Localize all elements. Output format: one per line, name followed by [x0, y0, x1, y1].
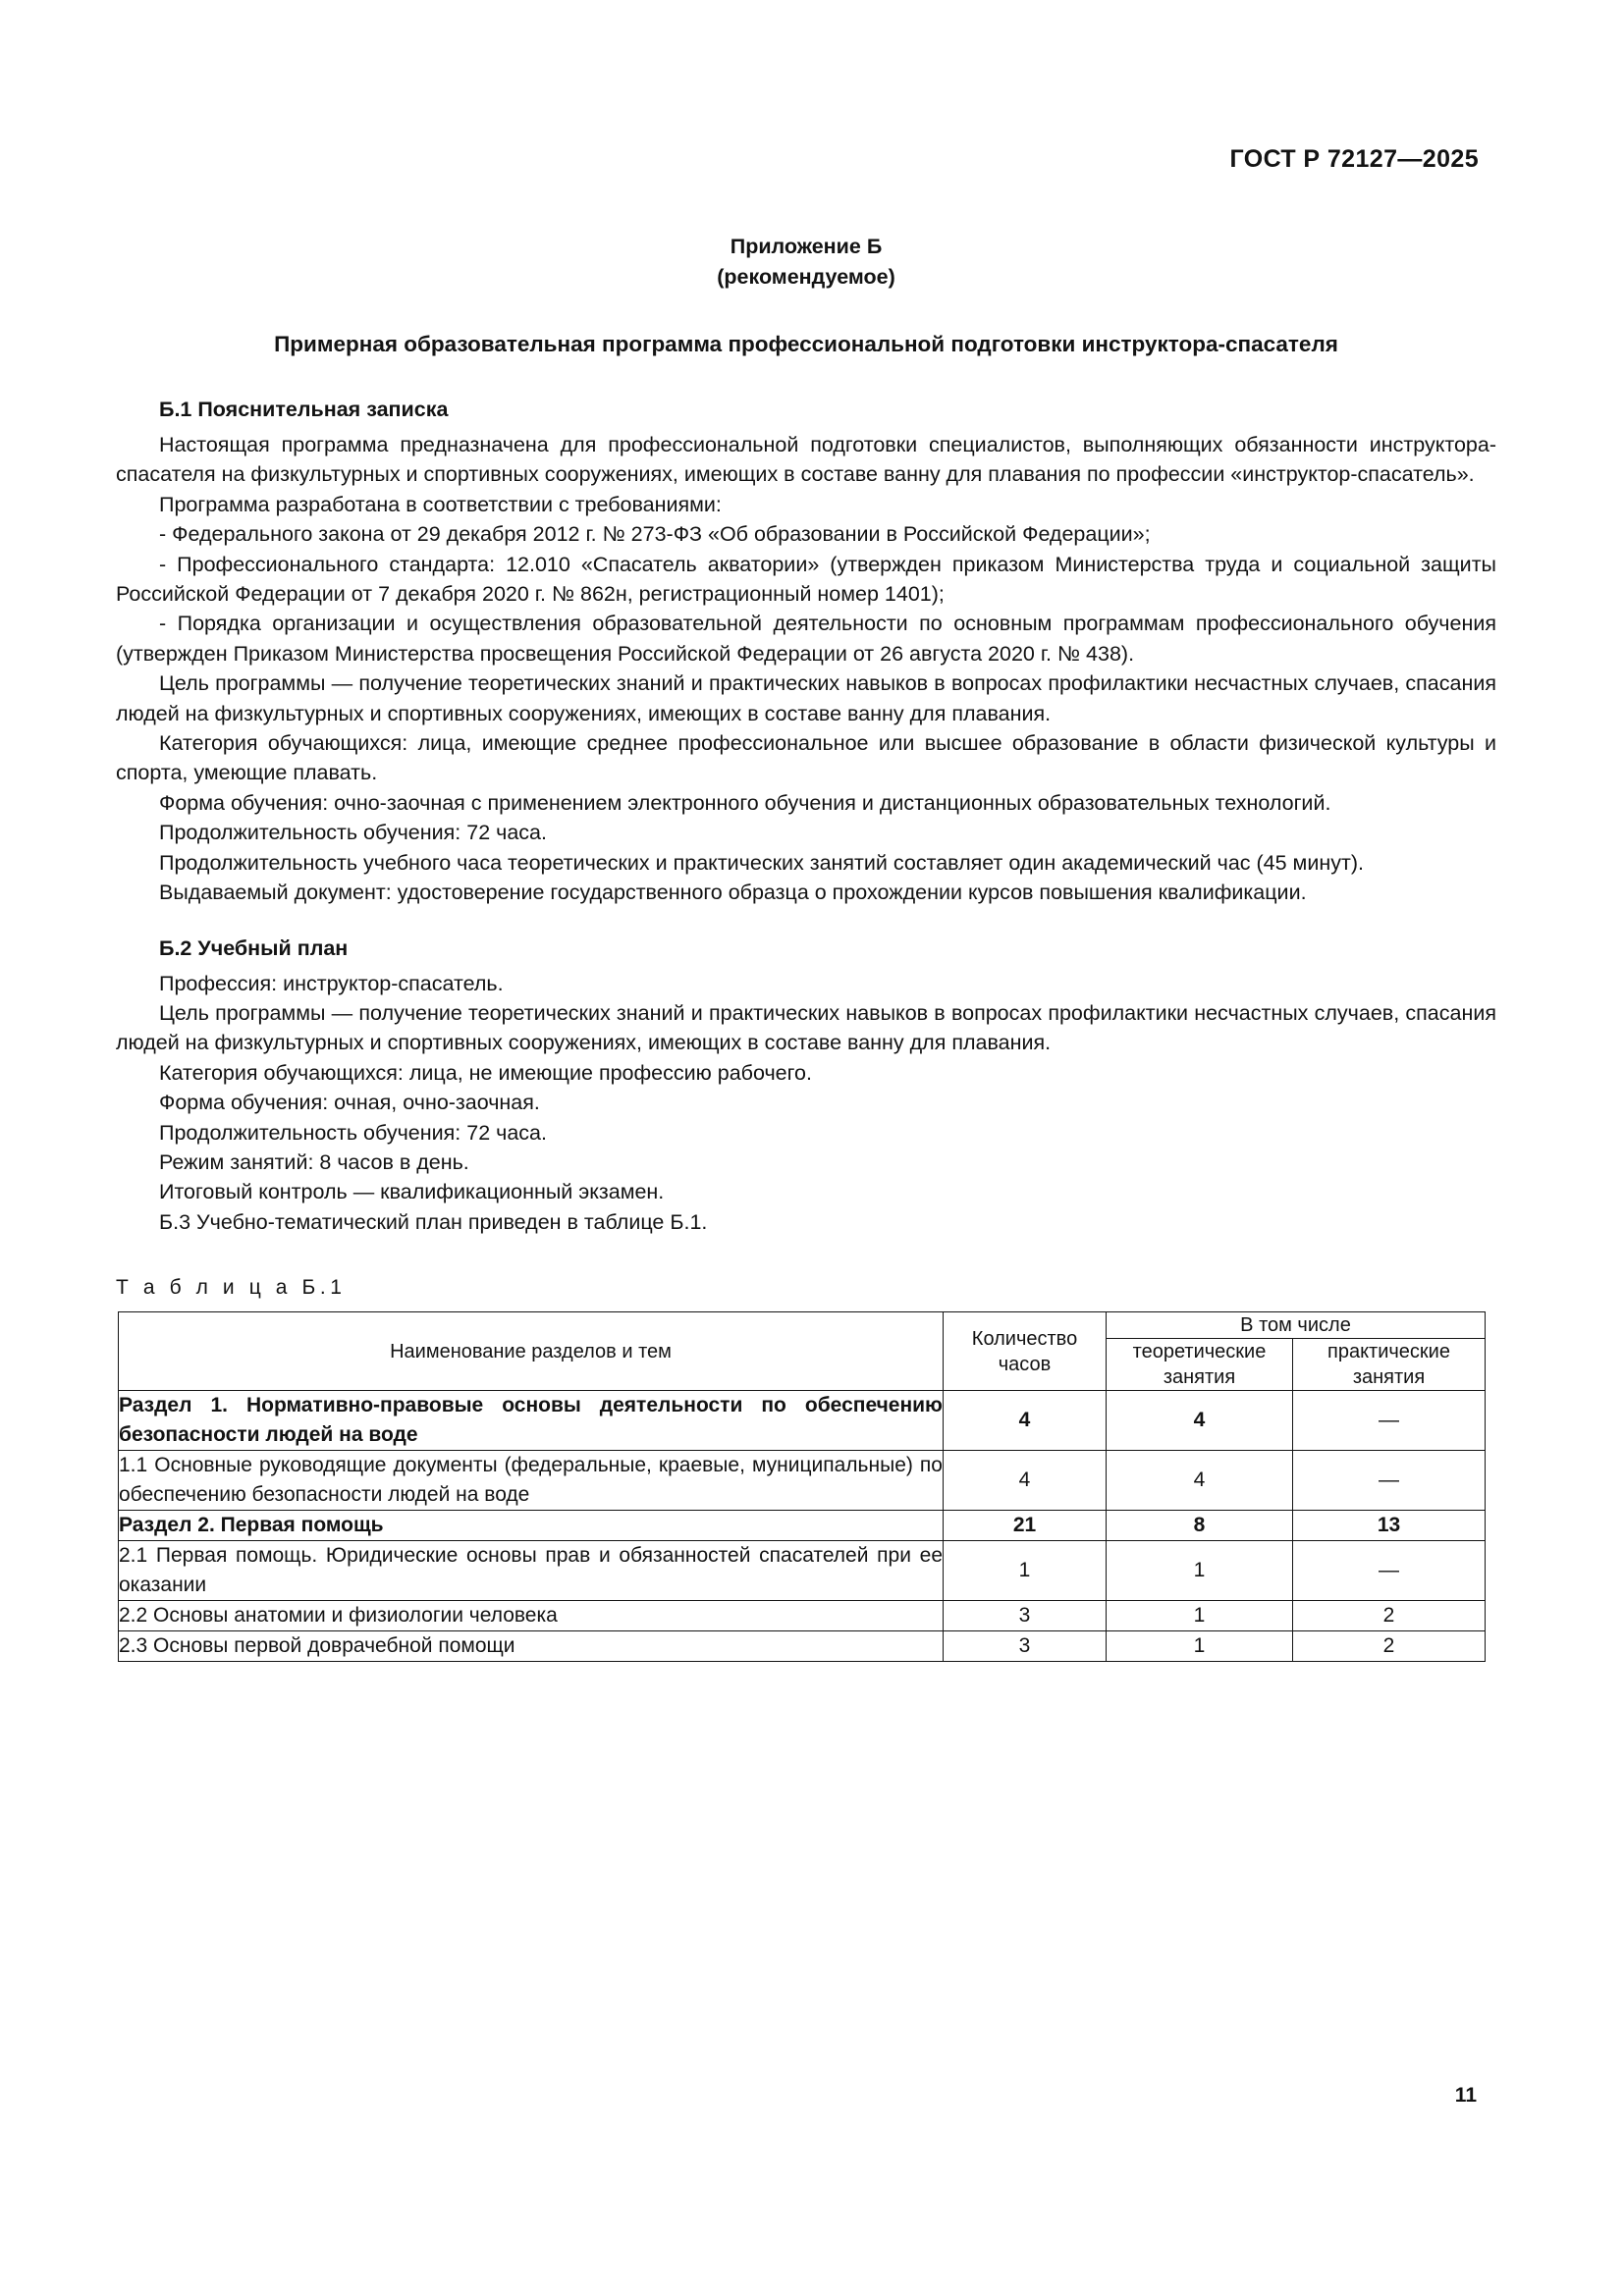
row-practical: 2	[1293, 1631, 1486, 1662]
paragraph-b1-4: - Порядка организации и осуществления образовательной деятельности по основным программам профессионального обучения (утвержден Приказом Министерства просвещения Российской Федерации от 26 августа 2020 г. № 438).	[116, 612, 1496, 666]
table-caption: Т а б л и ц а Б.1	[116, 1276, 347, 1300]
row-theoretical: 1	[1107, 1631, 1293, 1662]
table-row	[119, 1631, 1486, 1662]
column-header-hours	[944, 1312, 1107, 1391]
row-name: 2.1 Первая помощь. Юридические основы прав и обязанностей спасателей при ее оказании	[119, 1541, 944, 1601]
row-name: Раздел 1. Нормативно-правовые основы деятельности по обеспечению безопасности людей на воде	[119, 1391, 944, 1451]
row-theoretical: 1	[1107, 1601, 1293, 1631]
row-hours: 4	[944, 1391, 1107, 1451]
row-hours: 4	[944, 1451, 1107, 1511]
paragraph-b2-5: Режим занятий: 8 часов в день.	[159, 1149, 469, 1174]
paragraph-b1-0: Настоящая программа предназначена для профессиональной подготовки специалистов, выполняющих обязанности инструктора-спасателя на физкультурных и спортивных сооружениях, имеющих в составе ванну для плавания по профессии «инструктор-спасатель».	[116, 433, 1496, 487]
table-row	[119, 1541, 1486, 1601]
paragraph-b1-2: - Федерального закона от 29 декабря 2012 г. № 273-ФЗ «Об образовании в Российской Федерации»;	[159, 522, 1151, 547]
document-standard-header: ГОСТ Р 72127—2025	[1229, 145, 1479, 173]
row-practical: 13	[1293, 1511, 1486, 1541]
row-name: 1.1 Основные руководящие документы (федеральные, краевые, муниципальные) по обеспечению безопасности людей на воде	[119, 1451, 944, 1511]
table-row	[119, 1391, 1486, 1451]
row-name: 2.2 Основы анатомии и физиологии человека	[119, 1601, 944, 1631]
row-theoretical: 8	[1107, 1511, 1293, 1541]
column-header-name: Наименование разделов и тем	[119, 1312, 944, 1391]
column-header-hours-line2: часов	[998, 1353, 1052, 1375]
curriculum-table	[118, 1311, 1486, 1662]
paragraph-b2-4: Продолжительность обучения: 72 часа.	[159, 1120, 547, 1145]
column-header-theoretical	[1107, 1339, 1293, 1391]
paragraph-b2-7: Б.3 Учебно-тематический план приведен в таблице Б.1.	[159, 1209, 708, 1234]
row-hours: 1	[944, 1541, 1107, 1601]
column-header-theoretical-line1: теоретические	[1132, 1341, 1267, 1363]
row-practical: 2	[1293, 1601, 1486, 1631]
column-header-theoretical-line2: занятия	[1163, 1366, 1236, 1389]
paragraph-b1-8: Продолжительность обучения: 72 часа.	[159, 821, 547, 845]
row-practical: —	[1293, 1541, 1486, 1601]
row-hours: 3	[944, 1631, 1107, 1662]
paragraph-b1-9: Продолжительность учебного часа теоретических и практических занятий составляет один академический час (45 минут).	[159, 850, 1364, 875]
paragraph-b2-2: Категория обучающихся: лица, не имеющие профессию рабочего.	[159, 1060, 812, 1085]
row-hours: 3	[944, 1601, 1107, 1631]
row-theoretical: 1	[1107, 1541, 1293, 1601]
paragraph-b1-1: Программа разработана в соответствии с требованиями:	[159, 492, 722, 516]
row-name: Раздел 2. Первая помощь	[119, 1511, 944, 1541]
paragraph-b2-0: Профессия: инструктор-спасатель.	[159, 971, 504, 995]
column-header-included: В том числе	[1107, 1312, 1486, 1339]
row-practical: —	[1293, 1451, 1486, 1511]
column-header-hours-line1: Количество	[971, 1327, 1078, 1350]
row-practical: —	[1293, 1391, 1486, 1451]
table-body	[119, 1391, 1486, 1662]
row-hours: 21	[944, 1511, 1107, 1541]
paragraph-b1-5: Цель программы — получение теоретических знаний и практических навыков в вопросах профилактики несчастных случаев, спасания людей на физкультурных и спортивных сооружениях, имеющих в составе ванну для плавания.	[116, 671, 1496, 725]
page-number: 11	[1454, 2084, 1477, 2107]
paragraph-b1-7: Форма обучения: очно-заочная с применением электронного обучения и дистанционных образовательных технологий.	[159, 790, 1331, 815]
program-title: Примерная образовательная программа профессиональной подготовки инструктора-спасателя	[274, 332, 1338, 356]
table-header	[119, 1312, 1486, 1391]
page-content	[116, 232, 1496, 1662]
paragraph-b1-6: Категория обучающихся: лица, имеющие среднее профессиональное или высшее образование в области физической культуры и спорта, умеющие плавать.	[116, 731, 1496, 785]
section-heading-b2: Б.2 Учебный план	[159, 935, 349, 960]
column-header-practical-line2: занятия	[1352, 1366, 1426, 1389]
column-header-practical-line1: практические	[1327, 1341, 1450, 1363]
annex-subtitle: (рекомендуемое)	[717, 265, 895, 289]
annex-title: Приложение Б	[730, 235, 883, 258]
row-name: 2.3 Основы первой доврачебной помощи	[119, 1631, 944, 1662]
column-header-practical	[1293, 1339, 1486, 1391]
table-row	[119, 1601, 1486, 1631]
table-header-row-1	[119, 1312, 1486, 1339]
row-theoretical: 4	[1107, 1451, 1293, 1511]
paragraph-b2-3: Форма обучения: очная, очно-заочная.	[159, 1091, 540, 1115]
paragraph-b2-1: Цель программы — получение теоретических знаний и практических навыков в вопросах профилактики несчастных случаев, спасания людей на физкультурных и спортивных сооружениях, имеющих в составе ванну для плавания.	[116, 1000, 1496, 1055]
section-heading-b1: Б.1 Пояснительная записка	[159, 398, 449, 421]
row-theoretical: 4	[1107, 1391, 1293, 1451]
paragraph-b2-6: Итоговый контроль — квалификационный экзамен.	[159, 1180, 665, 1204]
table-row	[119, 1451, 1486, 1511]
paragraph-b1-3: - Профессионального стандарта: 12.010 «Спасатель акватории» (утвержден приказом Министерства труда и социальной защиты Российской Федерации от 7 декабря 2020 г. № 862н, регистрационный номер 1401);	[116, 552, 1496, 607]
table-row	[119, 1511, 1486, 1541]
paragraph-b1-10: Выдаваемый документ: удостоверение государственного образца о прохождении курсов повышения квалификации.	[159, 881, 1307, 905]
